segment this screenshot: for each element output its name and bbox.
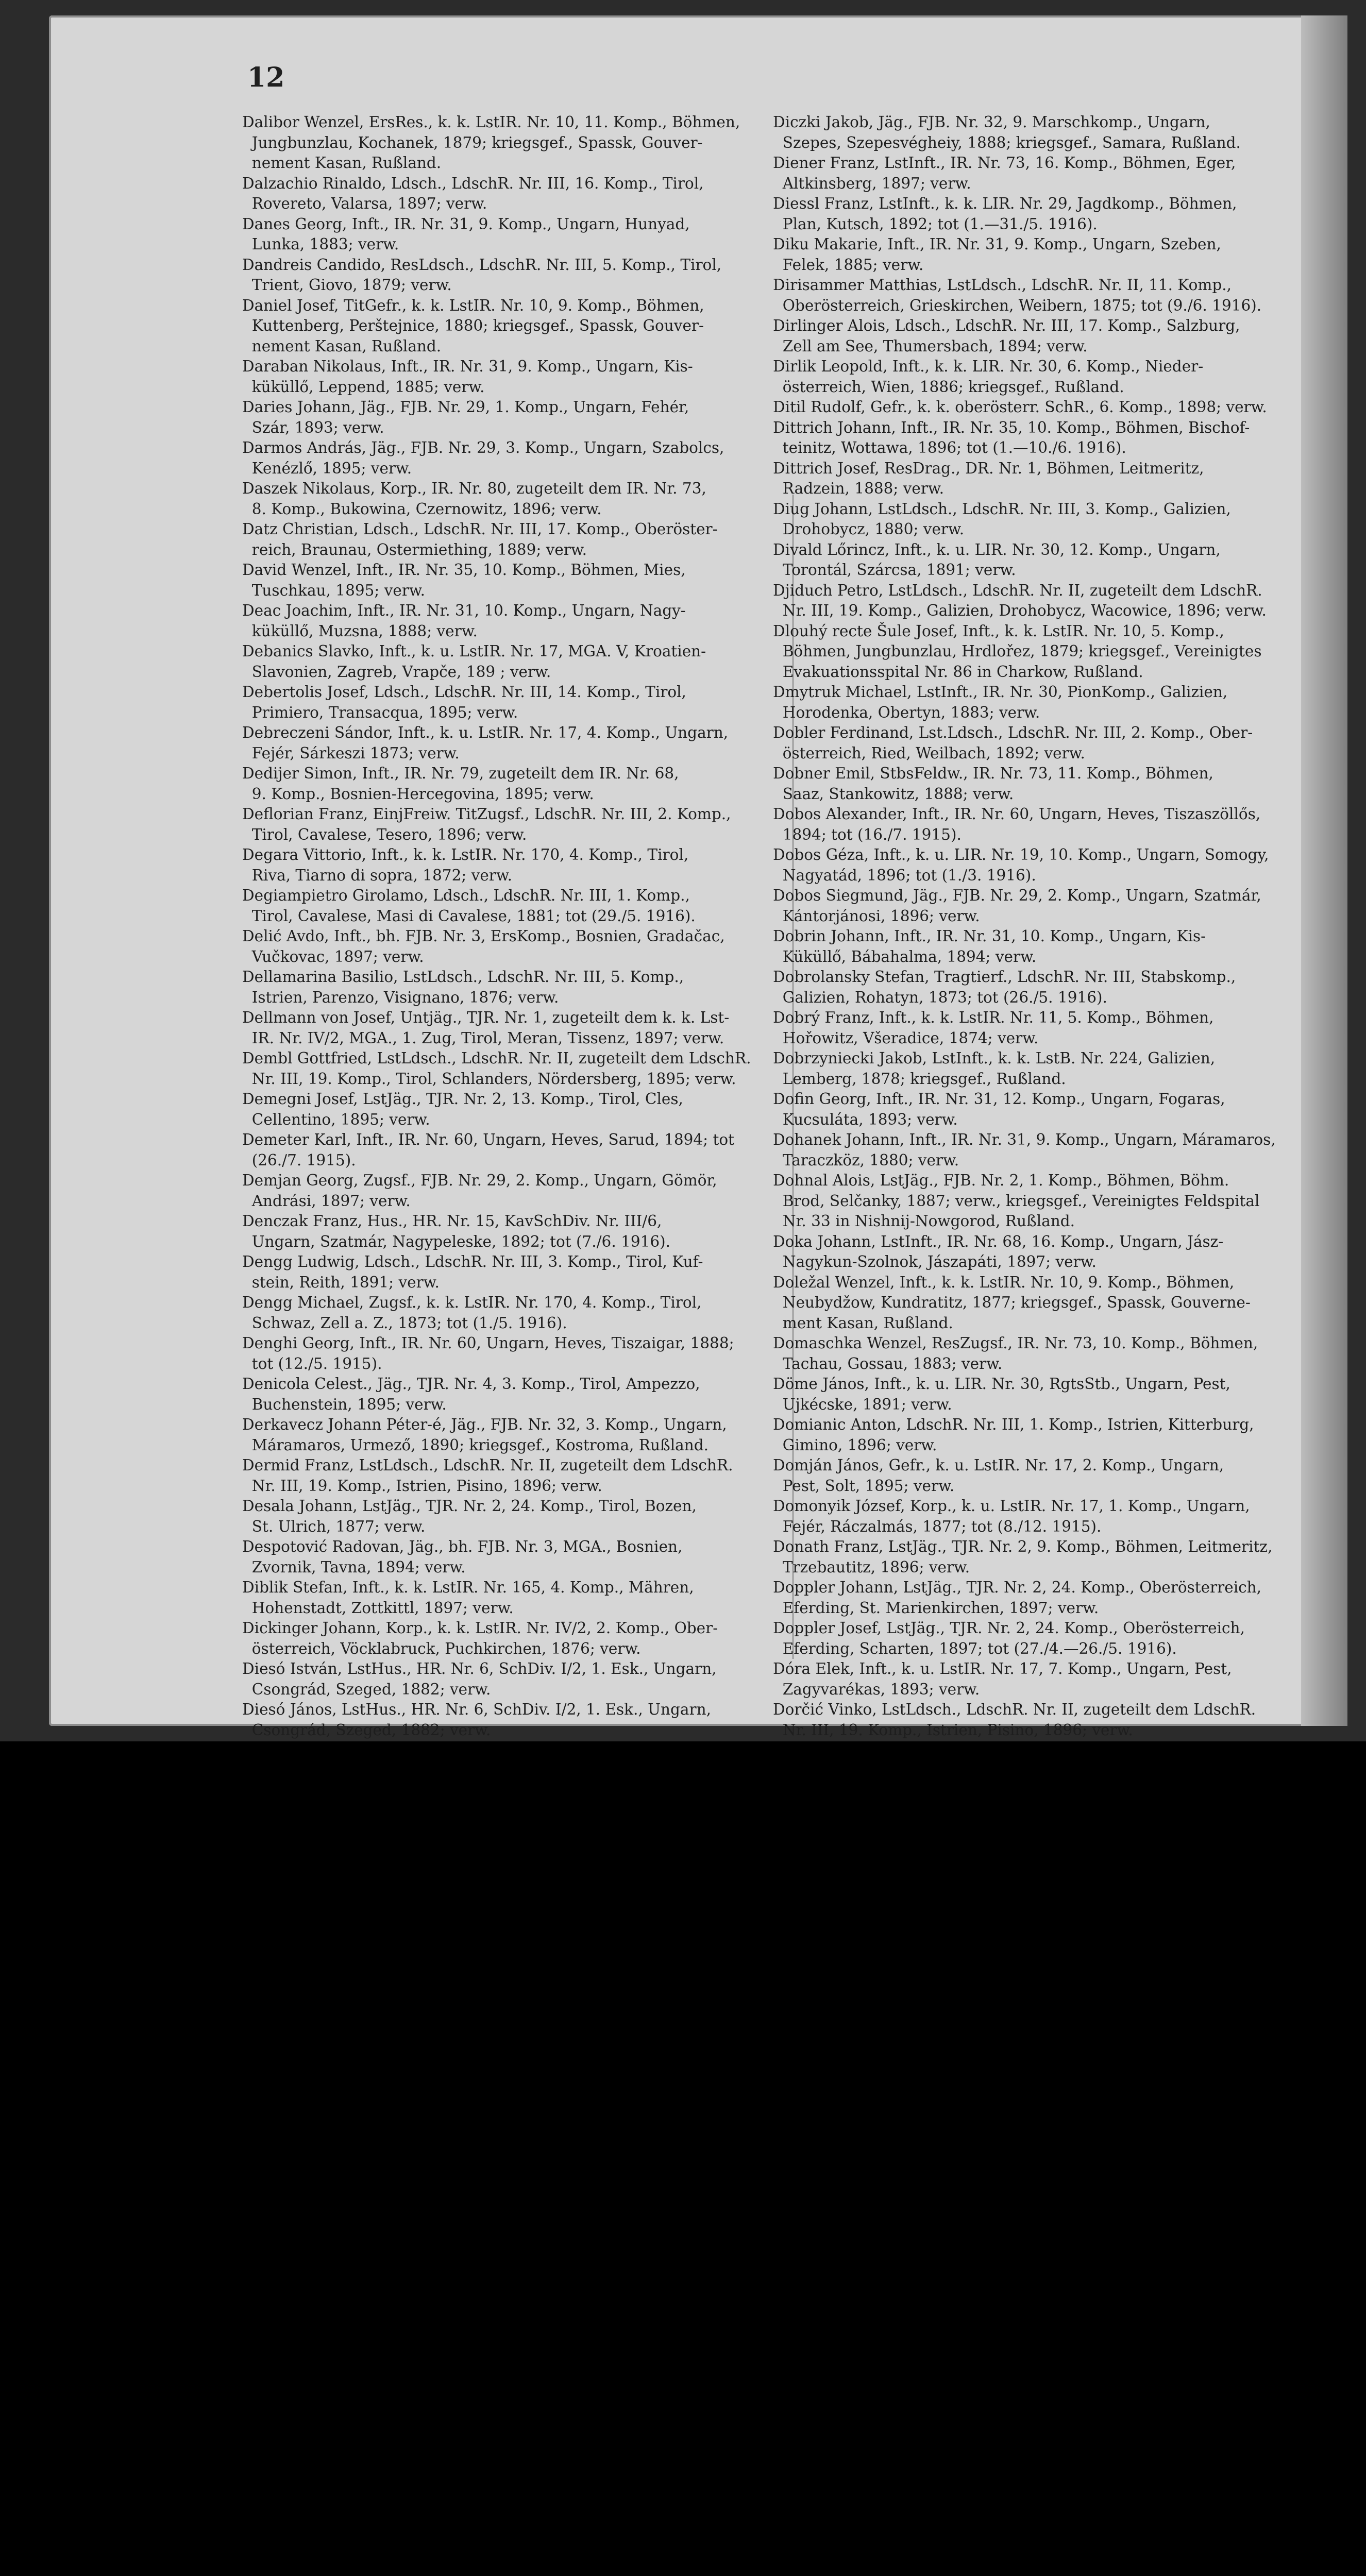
register-entry: Dittrich Johann, Inft., IR. Nr. 35, 10. Komp., Böhmen, Bischof- teinitz, Wottawa, 1896; tot (1.—10./6. 1916). [773, 418, 1250, 456]
register-entry: Debanics Slavko, Inft., k. u. LstIR. Nr. 17, MGA. V, Kroatien- Slavonien, Zagreb, Vrapče, 189 ; verw. [242, 642, 706, 681]
register-entry: Dobrý Franz, Inft., k. k. LstIR. Nr. 11, 5. Komp., Böhmen, Hořowitz, Všeradice, 1874; verw. [773, 1009, 1214, 1047]
register-entry: Doppler Josef, LstJäg., TJR. Nr. 2, 24. Komp., Oberösterreich, Eferding, Scharten, 1897; tot (27./4.—26./5. 1916). [773, 1619, 1245, 1657]
register-entry: Diesó János, LstHus., HR. Nr. 6, SchDiv. I/2, 1. Esk., Ungarn, Csongrád, Szeged, 1882; verw. [242, 1701, 711, 1739]
register-entry: Dickinger Johann, Korp., k. k. LstIR. Nr. IV/2, 2. Komp., Ober- österreich, Vöcklabruck, Puchkirchen, 1876; verw. [242, 1619, 718, 1657]
register-entry: Dohanek Johann, Inft., IR. Nr. 31, 9. Komp., Ungarn, Máramaros, Taraczköz, 1880; verw. [773, 1131, 1276, 1169]
register-entry: Dermid Franz, LstLdsch., LdschR. Nr. II, zugeteilt dem LdschR. Nr. III, 19. Komp., Istrien, Pisino, 1896; verw. [242, 1456, 733, 1495]
register-entry: Degiampietro Girolamo, Ldsch., LdschR. Nr. III, 1. Komp., Tirol, Cavalese, Masi di Cavalese, 1881; tot (29./5. 1916). [242, 887, 696, 925]
register-entry: Denczak Franz, Hus., HR. Nr. 15, KavSchDiv. Nr. III/6, Ungarn, Szatmár, Nagypeleske, 1892; tot (7./6. 1916). [242, 1212, 671, 1250]
register-entry: Denicola Celest., Jäg., TJR. Nr. 4, 3. Komp., Tirol, Ampezzo, Buchenstein, 1895; verw. [242, 1375, 700, 1413]
register-entry: Dobrolansky Stefan, Tragtierf., LdschR. Nr. III, Stabskomp., Galizien, Rohatyn, 1873; tot (26./5. 1916). [773, 968, 1236, 1006]
register-entry: Divald Lőrincz, Inft., k. u. LIR. Nr. 30, 12. Komp., Ungarn, Torontál, Szárcsa, 1891; verw. [773, 540, 1221, 579]
register-entry: Dmytruk Michael, LstInft., IR. Nr. 30, PionKomp., Galizien, Horodenka, Obertyn, 1883; verw. [773, 683, 1228, 721]
register-entry: Daraban Nikolaus, Inft., IR. Nr. 31, 9. Komp., Ungarn, Kis- küküllő, Leppend, 1885; verw. [242, 358, 693, 396]
register-entry: Djiduch Petro, LstLdsch., LdschR. Nr. II, zugeteilt dem LdschR. Nr. III, 19. Komp., Galizien, Drohobycz, Wacowice, 1896; verw. [773, 581, 1267, 619]
register-entry: Diesó István, LstHus., HR. Nr. 6, SchDiv. I/2, 1. Esk., Ungarn, Csongrád, Szeged, 1882; verw. [242, 1660, 717, 1698]
register-entry: Dalzachio Rinaldo, Ldsch., LdschR. Nr. III, 16. Komp., Tirol, Rovereto, Valarsa, 1897; verw. [242, 174, 704, 212]
viewer-footer [0, 1741, 1366, 1844]
register-entry: Dobrin Johann, Inft., IR. Nr. 31, 10. Komp., Ungarn, Kis- Küküllő, Bábahalma, 1894; verw. [773, 927, 1206, 965]
register-entry: Dengg Ludwig, Ldsch., LdschR. Nr. III, 3. Komp., Tirol, Kuf- stein, Reith, 1891; verw. [242, 1253, 703, 1291]
register-entry: Diczki Jakob, Jäg., FJB. Nr. 32, 9. Marschkomp., Ungarn, Szepes, Szepesvégheiy, 1888; kriegsgef., Samara, Rußland. [773, 113, 1241, 151]
register-entry: Dofin Georg, Inft., IR. Nr. 31, 12. Komp., Ungarn, Fogaras, Kucsuláta, 1893; verw. [773, 1090, 1225, 1128]
register-entry: Dobler Ferdinand, Lst.Ldsch., LdschR. Nr. III, 2. Komp., Ober- österreich, Ried, Weilbach, 1892; verw. [773, 724, 1253, 762]
register-entry: Dirisammer Matthias, LstLdsch., LdschR. Nr. II, 11. Komp., Oberösterreich, Grieskirchen, Weibern, 1875; tot (9./6. 1916). [773, 276, 1262, 314]
register-entry: Domján János, Gefr., k. u. LstIR. Nr. 17, 2. Komp., Ungarn, Pest, Solt, 1895; verw. [773, 1456, 1224, 1495]
register-entry: Darmos András, Jäg., FJB. Nr. 29, 3. Komp., Ungarn, Szabolcs, Kenézlő, 1895; verw. [242, 439, 724, 477]
register-entry: Diener Franz, LstInft., IR. Nr. 73, 16. Komp., Böhmen, Eger, Altkinsberg, 1897; verw. [773, 154, 1236, 192]
register-entry: Deflorian Franz, EinjFreiw. TitZugsf., LdschR. Nr. III, 2. Komp., Tirol, Cavalese, Tesero, 1896; verw. [242, 805, 731, 843]
register-entry: Donath Franz, LstJäg., TJR. Nr. 2, 9. Komp., Böhmen, Leitmeritz, Trzebautitz, 1896; verw. [773, 1538, 1273, 1576]
register-entry: Despotović Radovan, Jäg., bh. FJB. Nr. 3, MGA., Bosnien, Zvornik, Tavna, 1894; verw. [242, 1538, 683, 1576]
right-column [773, 112, 1314, 1740]
register-entry: Desala Johann, LstJäg., TJR. Nr. 2, 24. Komp., Tirol, Bozen, St. Ulrich, 1877; verw. [242, 1497, 697, 1535]
register-entry: Dembl Gottfried, LstLdsch., LdschR. Nr. II, zugeteilt dem LdschR. Nr. III, 19. Komp., Tirol, Schlanders, Nördersberg, 1895; verw. [242, 1049, 751, 1088]
register-entry: Dobos Géza, Inft., k. u. LIR. Nr. 19, 10. Komp., Ungarn, Somogy, Nagyatád, 1896; tot (1./3. 1916). [773, 846, 1269, 884]
register-entry: Dobos Alexander, Inft., IR. Nr. 60, Ungarn, Heves, Tiszaszöllős, 1894; tot (16./7. 1915). [773, 805, 1261, 843]
register-entry: Diessl Franz, LstInft., k. k. LIR. Nr. 29, Jagdkomp., Böhmen, Plan, Kutsch, 1892; tot (1.—31./5. 1916). [773, 195, 1237, 233]
register-entry: Doležal Wenzel, Inft., k. k. LstIR. Nr. 10, 9. Komp., Böhmen, Neubydžow, Kundratitz, 1877; kriegsgef., Spassk, Gouverne- ment Kasan, Rußland. [773, 1273, 1251, 1332]
register-entry: Dalibor Wenzel, ErsRes., k. k. LstIR. Nr. 10, 11. Komp., Böhmen, Jungbunzlau, Kochanek, 1879; kriegsgef., Spassk, Gouver- nement Kasan, Rußland. [242, 113, 740, 172]
register-entry: Domianic Anton, LdschR. Nr. III, 1. Komp., Istrien, Kitterburg, Gimino, 1896; verw. [773, 1416, 1254, 1454]
register-entry: Domonyik József, Korp., k. u. LstIR. Nr. 17, 1. Komp., Ungarn, Fejér, Ráczalmás, 1877; tot (8./12. 1915). [773, 1497, 1250, 1535]
register-entry: Diku Makarie, Inft., IR. Nr. 31, 9. Komp., Ungarn, Szeben, Felek, 1885; verw. [773, 235, 1221, 274]
left-column [242, 112, 783, 1740]
register-entry: Döme János, Inft., k. u. LIR. Nr. 30, RgtsStb., Ungarn, Pest, Ujkécske, 1891; verw. [773, 1375, 1230, 1413]
register-entry: Debreczeni Sándor, Inft., k. u. LstIR. Nr. 17, 4. Komp., Ungarn, Fejér, Sárkeszi 1873; verw. [242, 724, 729, 762]
register-entry: Daszek Nikolaus, Korp., IR. Nr. 80, zugeteilt dem IR. Nr. 73, 8. Komp., Bukowina, Czernowitz, 1896; verw. [242, 480, 706, 518]
register-entry: Demegni Josef, LstJäg., TJR. Nr. 2, 13. Komp., Tirol, Cles, Cellentino, 1895; verw. [242, 1090, 683, 1128]
register-entry: Dorčić Vinko, LstLdsch., LdschR. Nr. II, zugeteilt dem LdschR. Nr. III, 19. Komp., Istrien, Pisino, 1896; verw. [773, 1701, 1256, 1739]
register-entry: Debertolis Josef, Ldsch., LdschR. Nr. III, 14. Komp., Tirol, Primiero, Transacqua, 1895; verw. [242, 683, 686, 721]
register-entry: Dirlik Leopold, Inft., k. k. LIR. Nr. 30, 6. Komp., Nieder- österreich, Wien, 1886; kriegsgef., Rußland. [773, 358, 1204, 396]
register-entry: Dengg Michael, Zugsf., k. k. LstIR. Nr. 170, 4. Komp., Tirol, Schwaz, Zell a. Z., 1873; tot (1./5. 1916). [242, 1294, 702, 1332]
register-entry: Degara Vittorio, Inft., k. k. LstIR. Nr. 170, 4. Komp., Tirol, Riva, Tiarno di sopra, 1872; verw. [242, 846, 689, 884]
register-entry: Diblik Stefan, Inft., k. k. LstIR. Nr. 165, 4. Komp., Mähren, Hohenstadt, Zottkittl, 1897; verw. [242, 1579, 694, 1617]
register-entry: Delić Avdo, Inft., bh. FJB. Nr. 3, ErsKomp., Bosnien, Gradačac, Vučkovac, 1897; verw. [242, 927, 725, 965]
register-entry: Deac Joachim, Inft., IR. Nr. 31, 10. Komp., Ungarn, Nagy- küküllő, Muzsna, 1888; verw. [242, 602, 686, 640]
register-entry: Doppler Johann, LstJäg., TJR. Nr. 2, 24. Komp., Oberösterreich, Eferding, St. Marienkirchen, 1897; verw. [773, 1579, 1262, 1617]
register-entry: Denghi Georg, Inft., IR. Nr. 60, Ungarn, Heves, Tiszaigar, 1888; tot (12./5. 1915). [242, 1334, 734, 1372]
register-entry: Daniel Josef, TitGefr., k. k. LstIR. Nr. 10, 9. Komp., Böhmen, Kuttenberg, Perštejnice, 1880; kriegsgef., Spassk, Gouver- nement Kasan, Rußland. [242, 296, 704, 355]
register-entry: Dirlinger Alois, Ldsch., LdschR. Nr. III, 17. Komp., Salzburg, Zell am See, Thumersbach, 1894; verw. [773, 317, 1240, 355]
register-entry: Datz Christian, Ldsch., LdschR. Nr. III, 17. Komp., Oberöster- reich, Braunau, Ostermiething, 1889; verw. [242, 520, 718, 558]
register-entry: Diug Johann, LstLdsch., LdschR. Nr. III, 3. Komp., Galizien, Drohobycz, 1880; verw. [773, 500, 1231, 538]
register-entry: Derkavecz Johann Péter-é, Jäg., FJB. Nr. 32, 3. Komp., Ungarn, Máramaros, Urmező, 1890; kriegsgef., Kostroma, Rußland. [242, 1416, 727, 1454]
register-entry: Dohnal Alois, LstJäg., FJB. Nr. 2, 1. Komp., Böhmen, Böhm. Brod, Selčanky, 1887; verw., kriegsgef., Vereinigtes Feldspital Nr. 33 in Nishnij-Nowgorod, Rußland. [773, 1172, 1260, 1230]
register-entry: Dellamarina Basilio, LstLdsch., LdschR. Nr. III, 5. Komp., Istrien, Parenzo, Visignano, 1876; verw. [242, 968, 684, 1006]
register-entry: Demjan Georg, Zugsf., FJB. Nr. 29, 2. Komp., Ungarn, Gömör, Andrási, 1897; verw. [242, 1172, 717, 1210]
register-entry: Demeter Karl, Inft., IR. Nr. 60, Ungarn, Heves, Sarud, 1894; tot (26./7. 1915). [242, 1131, 734, 1169]
register-entry: David Wenzel, Inft., IR. Nr. 35, 10. Komp., Böhmen, Mies, Tuschkau, 1895; verw. [242, 561, 686, 599]
register-entry: Domaschka Wenzel, ResZugsf., IR. Nr. 73, 10. Komp., Böhmen, Tachau, Gossau, 1883; verw. [773, 1334, 1258, 1372]
register-entry: Doka Johann, LstInft., IR. Nr. 68, 16. Komp., Ungarn, Jász- Nagykun-Szolnok, Jászapáti, 1897; verw. [773, 1232, 1224, 1270]
page-number: 12 [247, 62, 285, 93]
register-entry: Dobos Siegmund, Jäg., FJB. Nr. 29, 2. Komp., Ungarn, Szatmár, Kántorjánosi, 1896; verw. [773, 887, 1261, 925]
register-entry: Dóra Elek, Inft., k. u. LstIR. Nr. 17, 7. Komp., Ungarn, Pest, Zagyvarékas, 1893; verw. [773, 1660, 1232, 1698]
register-entry: Dlouhý recte Šule Josef, Inft., k. k. LstIR. Nr. 10, 5. Komp., Böhmen, Jungbunzlau, Hrdlořez, 1879; kriegsgef., Vereinigtes Evakuationsspital Nr. 86 in Charkow, Rußland. [773, 622, 1262, 681]
register-entry: Dellmann von Josef, Untjäg., TJR. Nr. 1, zugeteilt dem k. k. Lst- IR. Nr. IV/2, MGA., 1. Zug, Tirol, Meran, Tissenz, 1897; verw. [242, 1009, 730, 1047]
register-entry: Dittrich Josef, ResDrag., DR. Nr. 1, Böhmen, Leitmeritz, Radzein, 1888; verw. [773, 459, 1204, 497]
register-entry: Dobrzyniecki Jakob, LstInft., k. k. LstB. Nr. 224, Galizien, Lemberg, 1878; kriegsgef., Rußland. [773, 1049, 1216, 1088]
register-entry: Danes Georg, Inft., IR. Nr. 31, 9. Komp., Ungarn, Hunyad, Lunka, 1883; verw. [242, 215, 690, 253]
register-entry: Ditil Rudolf, Gefr., k. k. oberösterr. SchR., 6. Komp., 1898; verw. [773, 398, 1267, 416]
register-entry: Dobner Emil, StbsFeldw., IR. Nr. 73, 11. Komp., Böhmen, Saaz, Stankowitz, 1888; verw. [773, 765, 1213, 803]
register-entry: Daries Johann, Jäg., FJB. Nr. 29, 1. Komp., Ungarn, Fehér, Szár, 1893; verw. [242, 398, 689, 436]
register-entry: Dandreis Candido, ResLdsch., LdschR. Nr. III, 5. Komp., Tirol, Trient, Giovo, 1879; verw. [242, 256, 722, 294]
register-entry: Dedijer Simon, Inft., IR. Nr. 79, zugeteilt dem IR. Nr. 68, 9. Komp., Bosnien-Hercegovina, 1895; verw. [242, 765, 679, 803]
